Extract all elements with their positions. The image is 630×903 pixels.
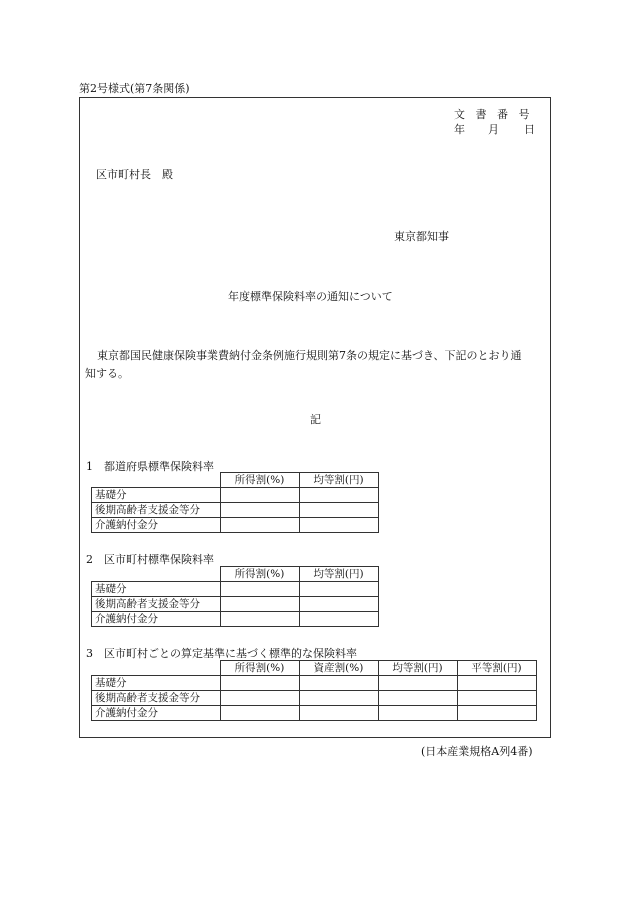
table-row bbox=[92, 488, 379, 503]
value-cell[interactable] bbox=[378, 676, 457, 691]
table-row bbox=[92, 706, 537, 721]
value-cell[interactable] bbox=[457, 706, 536, 721]
value-cell[interactable] bbox=[378, 691, 457, 706]
row-label: 介護納付金分 bbox=[92, 518, 221, 533]
table-row bbox=[92, 597, 379, 612]
table-row bbox=[92, 503, 379, 518]
value-cell[interactable] bbox=[299, 582, 378, 597]
table-row bbox=[92, 691, 537, 706]
body-paragraph-line-1: 東京都国民健康保険事業費納付金条例施行規則第7条の規定に基づき、下記のとおり通 bbox=[97, 349, 522, 362]
document-number-label: 文 書 番 号 bbox=[454, 108, 533, 121]
table-row bbox=[92, 518, 379, 533]
notice-subject: 年度標準保険料率の通知について bbox=[228, 290, 393, 303]
row-label: 基礎分 bbox=[92, 582, 221, 597]
section-2-title: 2 区市町村標準保険料率 bbox=[86, 553, 214, 566]
value-cell[interactable] bbox=[220, 503, 299, 518]
row-label: 介護納付金分 bbox=[92, 706, 221, 721]
value-cell[interactable] bbox=[220, 518, 299, 533]
row-label: 介護納付金分 bbox=[92, 612, 221, 627]
table-header-cell: 平等割(円) bbox=[457, 661, 536, 676]
table-row bbox=[92, 582, 379, 597]
table-header-cell: 所得割(%) bbox=[220, 661, 299, 676]
value-cell[interactable] bbox=[220, 706, 299, 721]
value-cell[interactable] bbox=[220, 676, 299, 691]
row-label: 後期高齢者支援金等分 bbox=[92, 597, 221, 612]
value-cell[interactable] bbox=[220, 691, 299, 706]
table-header-cell: 均等割(円) bbox=[299, 473, 378, 488]
table-corner-cell bbox=[92, 473, 221, 488]
date-month-label: 月 bbox=[488, 123, 499, 136]
value-cell[interactable] bbox=[299, 503, 378, 518]
value-cell[interactable] bbox=[299, 691, 378, 706]
section-1-title: 1 都道府県標準保険料率 bbox=[86, 460, 214, 473]
value-cell[interactable] bbox=[299, 706, 378, 721]
value-cell[interactable] bbox=[299, 518, 378, 533]
value-cell[interactable] bbox=[220, 597, 299, 612]
value-cell[interactable] bbox=[457, 676, 536, 691]
row-label: 後期高齢者支援金等分 bbox=[92, 503, 221, 518]
addressee: 区市町村長 殿 bbox=[96, 168, 173, 181]
form-label: 第2号様式(第7条関係) bbox=[79, 82, 190, 95]
table-header-cell: 資産割(%) bbox=[299, 661, 378, 676]
value-cell[interactable] bbox=[299, 612, 378, 627]
table-corner-cell bbox=[92, 661, 221, 676]
row-label: 基礎分 bbox=[92, 488, 221, 503]
section-2-table bbox=[91, 566, 379, 627]
value-cell[interactable] bbox=[299, 488, 378, 503]
value-cell[interactable] bbox=[457, 691, 536, 706]
value-cell[interactable] bbox=[220, 582, 299, 597]
table-header-row bbox=[92, 567, 379, 582]
paper-size-note: (日本産業規格A列4番) bbox=[421, 745, 533, 758]
table-row bbox=[92, 676, 537, 691]
table-header-row bbox=[92, 473, 379, 488]
row-label: 後期高齢者支援金等分 bbox=[92, 691, 221, 706]
table-row bbox=[92, 612, 379, 627]
value-cell[interactable] bbox=[220, 488, 299, 503]
table-header-row bbox=[92, 661, 537, 676]
section-3-table bbox=[91, 660, 537, 721]
table-header-cell: 均等割(円) bbox=[378, 661, 457, 676]
table-corner-cell bbox=[92, 567, 221, 582]
date-day-label: 日 bbox=[524, 123, 535, 136]
sender: 東京都知事 bbox=[394, 230, 449, 243]
table-header-cell: 所得割(%) bbox=[220, 567, 299, 582]
section-3-title: 3 区市町村ごとの算定基準に基づく標準的な保険料率 bbox=[86, 647, 357, 660]
value-cell[interactable] bbox=[220, 612, 299, 627]
body-paragraph-line-2: 知する。 bbox=[85, 367, 129, 380]
ki-heading: 記 bbox=[310, 413, 321, 426]
value-cell[interactable] bbox=[299, 676, 378, 691]
date-year-label: 年 bbox=[454, 123, 465, 136]
value-cell[interactable] bbox=[299, 597, 378, 612]
section-1-table bbox=[91, 472, 379, 533]
row-label: 基礎分 bbox=[92, 676, 221, 691]
table-header-cell: 所得割(%) bbox=[220, 473, 299, 488]
table-header-cell: 均等割(円) bbox=[299, 567, 378, 582]
value-cell[interactable] bbox=[378, 706, 457, 721]
